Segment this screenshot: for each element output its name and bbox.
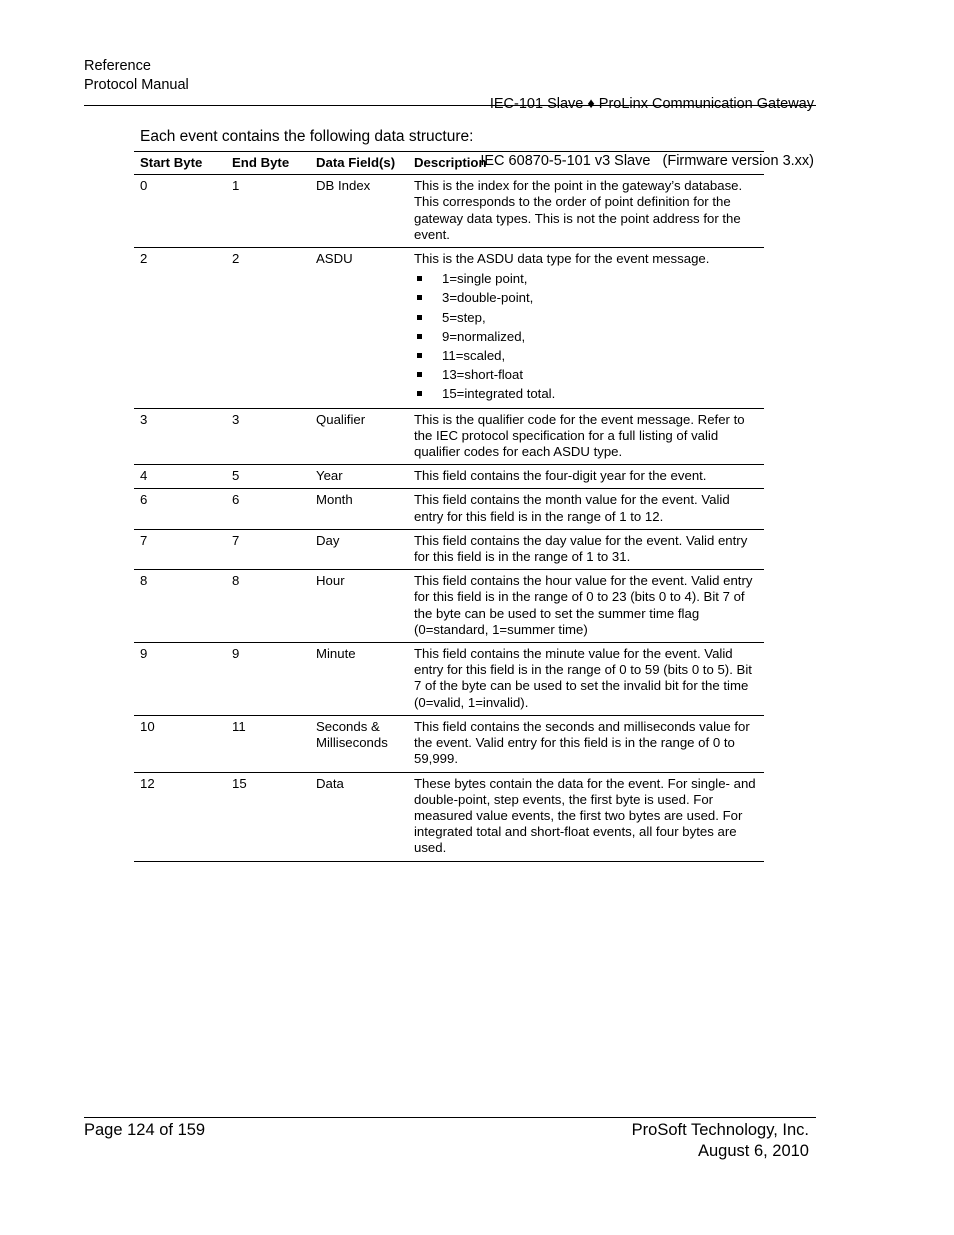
- square-bullet-icon: [417, 315, 422, 320]
- data-field-cell: Year: [310, 465, 408, 489]
- list-item-text: 11=scaled,: [442, 348, 506, 364]
- description-cell: [408, 489, 764, 529]
- list-item-text: 1=single point,: [442, 271, 528, 287]
- list-item: [414, 365, 760, 384]
- list-item-text: 5=step,: [442, 309, 486, 325]
- header-start-byte: Start Byte: [134, 152, 226, 175]
- square-bullet-icon: [417, 276, 422, 281]
- square-bullet-icon: [417, 391, 422, 396]
- data-field-cell: Day: [310, 529, 408, 569]
- header-product-title: IEC-101 Slave ♦ ProLinx Communication Gateway: [489, 96, 814, 112]
- table-row: [134, 529, 764, 569]
- event-structure-table: [134, 151, 764, 862]
- list-item: [414, 269, 760, 288]
- table-row: [134, 643, 764, 716]
- start-byte-cell: 0: [134, 175, 226, 248]
- description-cell: [408, 715, 764, 772]
- end-byte-cell: 11: [226, 715, 310, 772]
- end-byte-cell: 2: [226, 248, 310, 409]
- description-text: This field contains the day value for the event. Valid entry for this field is in the range of 1 to 31.: [414, 532, 748, 565]
- description-cell: [408, 529, 764, 569]
- start-byte-cell: 8: [134, 570, 226, 643]
- end-byte-cell: 15: [226, 772, 310, 861]
- header-data-fields: Data Field(s): [310, 152, 408, 175]
- list-item: [414, 327, 760, 346]
- end-byte-cell: 9: [226, 643, 310, 716]
- description-text: This is the qualifier code for the event message. Refer to the IEC protocol specification for a full listing of valid qualifier codes for each ASDU type.: [414, 411, 745, 460]
- list-item: [414, 308, 760, 327]
- description-text: This field contains the seconds and milliseconds value for the event. Valid entry for this field is in the range of 0 to 59,999.: [414, 718, 750, 767]
- footer-right: [632, 1120, 809, 1162]
- table-row: [134, 465, 764, 489]
- header-end-byte: End Byte: [226, 152, 310, 175]
- publication-date: August 6, 2010: [697, 1142, 809, 1160]
- asdu-type-list: [414, 269, 760, 403]
- data-field-cell: Data: [310, 772, 408, 861]
- data-field-cell: Month: [310, 489, 408, 529]
- start-byte-cell: 10: [134, 715, 226, 772]
- page-number: Page 124 of 159: [84, 1121, 206, 1139]
- end-byte-cell: 3: [226, 408, 310, 465]
- end-byte-cell: 7: [226, 529, 310, 569]
- header-left: [84, 57, 189, 95]
- table-row: [134, 772, 764, 861]
- data-field-cell: ASDU: [310, 248, 408, 409]
- data-field-cell: Seconds & Milliseconds: [310, 715, 408, 772]
- start-byte-cell: 7: [134, 529, 226, 569]
- end-byte-cell: 5: [226, 465, 310, 489]
- description-cell: [408, 643, 764, 716]
- square-bullet-icon: [417, 372, 422, 377]
- header-manual-title: Protocol Manual: [84, 77, 189, 93]
- description-cell: [408, 465, 764, 489]
- table-row: [134, 715, 764, 772]
- company-name: ProSoft Technology, Inc.: [631, 1121, 809, 1139]
- table-body: [134, 175, 764, 861]
- description-text: This field contains the minute value for the event. Valid entry for this field is in the range of 0 to 59 (bits 0 to 5). Bit 7 of the byte can be used to set the invalid bit for the time (0=valid, 1=invalid).: [414, 646, 752, 710]
- start-byte-cell: 2: [134, 248, 226, 409]
- start-byte-cell: 12: [134, 772, 226, 861]
- square-bullet-icon: [417, 334, 422, 339]
- start-byte-cell: 6: [134, 489, 226, 529]
- end-byte-cell: 6: [226, 489, 310, 529]
- square-bullet-icon: [417, 353, 422, 358]
- list-item-text: 15=integrated total.: [442, 386, 556, 402]
- table-row: [134, 175, 764, 248]
- description-text: This field contains the month value for the event. Valid entry for this field is in the range of 1 to 12.: [414, 492, 730, 524]
- table-row: [134, 489, 764, 529]
- table-row: [134, 248, 764, 409]
- list-item: [414, 346, 760, 365]
- description-cell: [408, 408, 764, 465]
- description-cell: [408, 772, 764, 861]
- description-text: This field contains the hour value for the event. Valid entry for this field is in the range of 0 to 23 (bits 0 to 4). Bit 7 of the byte can be used to set the summer time flag (0=standard, 1=summer time): [414, 573, 753, 637]
- intro-text: Each event contains the following data structure:: [140, 128, 474, 145]
- list-item-text: 3=double-point,: [442, 290, 534, 306]
- start-byte-cell: 3: [134, 408, 226, 465]
- list-item: [414, 384, 760, 403]
- header-description: Description: [408, 152, 764, 175]
- table-row: [134, 570, 764, 643]
- table-header-row: [134, 152, 764, 175]
- description-text: These bytes contain the data for the event. For single- and double-point, step events, the first byte is used. For measured value events, the first two bytes are used. For integrated total and short-float events, all four bytes are used.: [414, 775, 756, 856]
- page-footer: [84, 1117, 816, 1160]
- end-byte-cell: 8: [226, 570, 310, 643]
- list-item-text: 13=short-float: [442, 367, 524, 383]
- data-field-cell: DB Index: [310, 175, 408, 248]
- header-section-title: Reference: [84, 58, 151, 74]
- data-field-cell: Minute: [310, 643, 408, 716]
- table-row: [134, 408, 764, 465]
- description-text: This is the ASDU data type for the event message.: [414, 251, 710, 267]
- description-text: This field contains the four-digit year for the event.: [414, 468, 707, 484]
- list-item-text: 9=normalized,: [442, 328, 526, 344]
- description-cell: [408, 570, 764, 643]
- data-field-cell: Hour: [310, 570, 408, 643]
- end-byte-cell: 1: [226, 175, 310, 248]
- description-text: This is the index for the point in the gateway’s database. This corresponds to the order of point definition for the gateway data types. This is not the point address for the event.: [414, 178, 743, 242]
- description-cell: [408, 248, 764, 409]
- list-item: [414, 288, 760, 307]
- description-cell: [408, 175, 764, 248]
- square-bullet-icon: [417, 295, 422, 300]
- header-firmware-title: IEC 60870-5-101 v3 Slave (Firmware version 3.xx): [480, 153, 814, 169]
- start-byte-cell: 4: [134, 465, 226, 489]
- start-byte-cell: 9: [134, 643, 226, 716]
- data-field-cell: Qualifier: [310, 408, 408, 465]
